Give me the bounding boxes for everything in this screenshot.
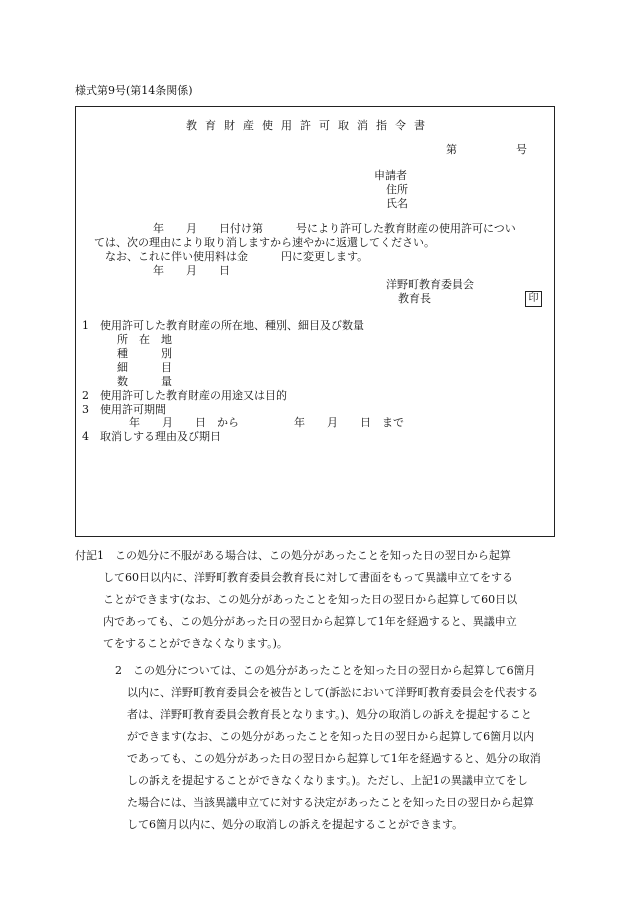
sub-detail: 細 目 bbox=[117, 361, 172, 374]
note-2-line-8: して6箇月以内に、処分の取消しの訴えを提起することができます。 bbox=[127, 818, 464, 831]
note-2-line-1: 2 この処分については、この処分があったことを知った日の翌日から起算して6箇月 bbox=[115, 664, 536, 677]
applicant-address: 住所 bbox=[386, 183, 408, 196]
note-2-line-4: ができます(なお、この処分があったことを知った日の翌日から起算して6箇月以内 bbox=[127, 730, 535, 743]
seal-stamp: 印 bbox=[525, 291, 542, 307]
period: 年 月 日 から 年 月 日 まで bbox=[129, 416, 404, 429]
sub-kind: 種 別 bbox=[117, 347, 172, 360]
document-title: 教育財産使用許可取消指令書 bbox=[186, 119, 433, 132]
body-line-2: ては、次の理由により取り消しますから速やかに返還してください。 bbox=[94, 236, 435, 249]
issue-date: 年 月 日 bbox=[153, 264, 230, 277]
note-1-line-4: 内であっても、この処分があった日の翌日から起算して1年を経過すると、異議申立 bbox=[103, 615, 517, 628]
item-1: 1 使用許可した教育財産の所在地、種別、細目及び数量 bbox=[82, 319, 364, 332]
body-line-3: なお、これに伴い使用料は金 円に変更します。 bbox=[105, 250, 369, 263]
note-1-line-5: てをすることができなくなります。)。 bbox=[103, 637, 288, 650]
applicant-label: 申請者 bbox=[374, 169, 407, 182]
issuer-org: 洋野町教育委員会 bbox=[386, 278, 474, 291]
note-2-line-6: しの訴えを提起することができなくなります。)。ただし、上記1の異議申立てをし bbox=[127, 774, 528, 787]
item-3: 3 使用許可期間 bbox=[82, 403, 166, 416]
note-2-line-7: た場合には、当該異議申立てに対する決定があったことを知った日の翌日から起算 bbox=[127, 796, 534, 809]
note-2-line-3: 者は、洋野町教育委員会教育長となります。)、処分の取消しの訴えを提起すること bbox=[127, 708, 532, 721]
sub-quantity: 数 量 bbox=[117, 375, 172, 388]
applicant-name: 氏名 bbox=[386, 197, 408, 210]
form-label: 様式第9号(第14条関係) bbox=[75, 84, 193, 97]
note-1-line-2: して60日以内に、洋野町教育委員会教育長に対して書面をもって異議申立てをする bbox=[103, 571, 513, 584]
note-1-line-3: ことができます(なお、この処分があったことを知った日の翌日から起算して60日以 bbox=[103, 593, 518, 606]
number-dai: 第 bbox=[446, 143, 457, 156]
note-2-line-2: 以内に、洋野町教育委員会を被告として(訴訟において洋野町教育委員会を代表する bbox=[127, 686, 539, 699]
issuer-title: 教育長 bbox=[398, 292, 431, 305]
note-1-line-1: 付記1 この処分に不服がある場合は、この処分があったことを知った日の翌日から起算 bbox=[75, 549, 511, 562]
note-2-line-5: であっても、この処分があった日の翌日から起算して1年を経過すると、処分の取消 bbox=[127, 752, 541, 765]
number-go: 号 bbox=[516, 143, 527, 156]
item-2: 2 使用許可した教育財産の用途又は目的 bbox=[82, 389, 287, 402]
item-4: 4 取消しする理由及び期日 bbox=[82, 430, 221, 443]
body-line-1: 年 月 日付け第 号により許可した教育財産の使用許可につい bbox=[153, 222, 516, 235]
sub-location: 所 在 地 bbox=[117, 333, 172, 346]
